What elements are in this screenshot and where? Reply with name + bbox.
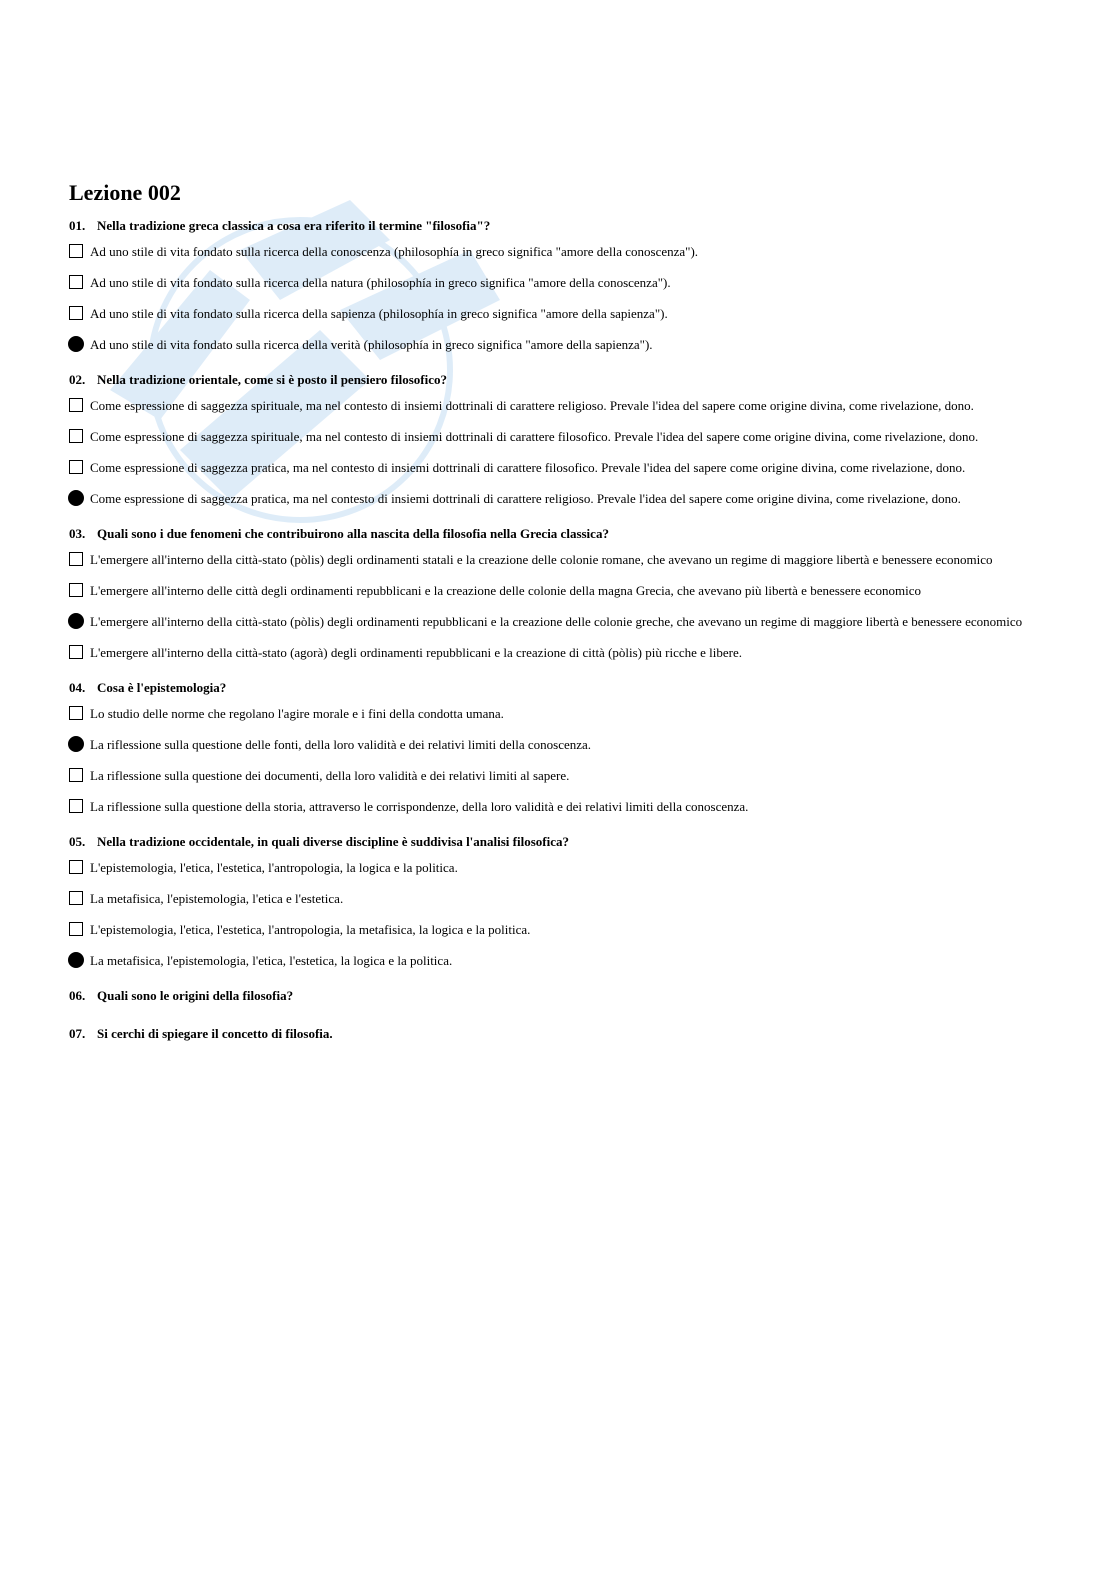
question-5 xyxy=(69,833,1059,971)
answer-option-text: L'emergere all'interno della città-stato (pòlis) degli ordinamenti repubblicani e la creazione delle colonie greche, che avevano un regime di maggiore libertà e benessere economico xyxy=(90,614,1023,629)
question-text: Nella tradizione occidentale, in quali diverse discipline è suddivisa l'analisi filosofica? xyxy=(97,834,569,849)
question-heading xyxy=(69,371,1059,389)
answer-option-text: L'emergere all'interno della città-stato (agorà) degli ordinamenti repubblicani e la creazione di città (pòlis) più ricche e libere. xyxy=(90,645,742,660)
question-number: 06. xyxy=(69,988,86,1003)
question-heading xyxy=(69,679,1059,697)
checkbox-icon[interactable] xyxy=(69,891,83,905)
answer-option-text: Ad uno stile di vita fondato sulla ricerca della conoscenza (philosophía in greco significa "amore della conoscenza"). xyxy=(90,244,699,259)
answer-option-text: La riflessione sulla questione dei documenti, della loro validità e dei relativi limiti al sapere. xyxy=(90,768,570,783)
checkbox-icon[interactable] xyxy=(69,583,83,597)
answer-option[interactable] xyxy=(69,799,1059,817)
answer-option[interactable] xyxy=(69,583,1059,601)
question-text: Si cerchi di spiegare il concetto di filosofia. xyxy=(97,1026,333,1041)
question-number: 07. xyxy=(69,1026,86,1041)
checkbox-icon[interactable] xyxy=(69,460,83,474)
question-number: 05. xyxy=(69,834,86,849)
answer-option[interactable] xyxy=(69,491,1059,509)
question-7 xyxy=(69,1025,1059,1043)
document-page xyxy=(69,178,1059,1063)
question-text: Quali sono le origini della filosofia? xyxy=(97,988,294,1003)
question-heading xyxy=(69,987,1059,1005)
question-heading xyxy=(69,1025,1059,1043)
answer-option[interactable] xyxy=(69,614,1059,632)
question-text: Nella tradizione greca classica a cosa era riferito il termine "filosofia"? xyxy=(97,218,491,233)
answer-option-text: La riflessione sulla questione della storia, attraverso le corrispondenze, della loro validità e dei relativi limiti della conoscenza. xyxy=(90,799,749,814)
checked-checkbox-icon[interactable] xyxy=(68,336,84,352)
question-6 xyxy=(69,987,1059,1005)
checkbox-icon[interactable] xyxy=(69,645,83,659)
answer-option[interactable] xyxy=(69,953,1059,971)
answer-option-text: Ad uno stile di vita fondato sulla ricerca della natura (philosophía in greco significa "amore della conoscenza"). xyxy=(90,275,671,290)
answer-option-text: Lo studio delle norme che regolano l'agire morale e i fini della condotta umana. xyxy=(90,706,504,721)
answer-option-text: La metafisica, l'epistemologia, l'etica, l'estetica, la logica e la politica. xyxy=(90,953,453,968)
answer-option[interactable] xyxy=(69,768,1059,786)
answer-option[interactable] xyxy=(69,706,1059,724)
question-text: Cosa è l'epistemologia? xyxy=(97,680,227,695)
question-heading xyxy=(69,833,1059,851)
answer-option-text: Come espressione di saggezza spirituale, ma nel contesto di insiemi dottrinali di carattere religioso. Prevale l'idea del sapere come origine divina, come rivelazione, dono. xyxy=(90,398,974,413)
questions-list xyxy=(69,217,1059,1043)
question-3 xyxy=(69,525,1059,663)
lesson-title: Lezione 002 xyxy=(69,180,181,205)
question-number: 04. xyxy=(69,680,86,695)
answer-option[interactable] xyxy=(69,398,1059,416)
answer-option-text: Ad uno stile di vita fondato sulla ricerca della sapienza (philosophía in greco significa "amore della sapienza"). xyxy=(90,306,668,321)
checkbox-icon[interactable] xyxy=(69,860,83,874)
checkbox-icon[interactable] xyxy=(69,768,83,782)
answer-option-text: L'epistemologia, l'etica, l'estetica, l'antropologia, la metafisica, la logica e la politica. xyxy=(90,922,531,937)
checked-checkbox-icon[interactable] xyxy=(68,736,84,752)
question-number: 03. xyxy=(69,526,86,541)
answer-option[interactable] xyxy=(69,922,1059,940)
checkbox-icon[interactable] xyxy=(69,275,83,289)
checkbox-icon[interactable] xyxy=(69,922,83,936)
answer-option[interactable] xyxy=(69,460,1059,478)
question-heading xyxy=(69,217,1059,235)
question-number: 02. xyxy=(69,372,86,387)
question-number: 01. xyxy=(69,218,86,233)
question-4 xyxy=(69,679,1059,817)
answer-option[interactable] xyxy=(69,306,1059,324)
answer-option-text: Ad uno stile di vita fondato sulla ricerca della verità (philosophía in greco significa "amore della sapienza"). xyxy=(90,337,653,352)
checkbox-icon[interactable] xyxy=(69,429,83,443)
answer-option[interactable] xyxy=(69,275,1059,293)
checkbox-icon[interactable] xyxy=(69,306,83,320)
answer-option-text: Come espressione di saggezza pratica, ma nel contesto di insiemi dottrinali di carattere religioso. Prevale l'idea del sapere come origine divina, come rivelazione, dono. xyxy=(90,491,961,506)
checked-checkbox-icon[interactable] xyxy=(68,490,84,506)
question-2 xyxy=(69,371,1059,509)
checkbox-icon[interactable] xyxy=(69,552,83,566)
answer-option[interactable] xyxy=(69,737,1059,755)
answer-option[interactable] xyxy=(69,860,1059,878)
checkbox-icon[interactable] xyxy=(69,398,83,412)
answer-option-text: La riflessione sulla questione delle fonti, della loro validità e dei relativi limiti della conoscenza. xyxy=(90,737,592,752)
answer-option[interactable] xyxy=(69,891,1059,909)
answer-option-text: L'emergere all'interno delle città degli ordinamenti repubblicani e la creazione delle colonie della magna Grecia, che avevano più libertà e benessere economico xyxy=(90,583,922,598)
answer-option[interactable] xyxy=(69,645,1059,663)
answer-option[interactable] xyxy=(69,337,1059,355)
answer-option-text: L'emergere all'interno della città-stato (pòlis) degli ordinamenti statali e la creazione delle colonie romane, che avevano un regime di maggiore libertà e benessere economico xyxy=(90,552,993,567)
answer-option-text: La metafisica, l'epistemologia, l'etica e l'estetica. xyxy=(90,891,344,906)
answer-option[interactable] xyxy=(69,552,1059,570)
checked-checkbox-icon[interactable] xyxy=(68,613,84,629)
question-text: Quali sono i due fenomeni che contribuirono alla nascita della filosofia nella Grecia classica? xyxy=(97,526,609,541)
answer-option[interactable] xyxy=(69,429,1059,447)
checkbox-icon[interactable] xyxy=(69,706,83,720)
question-heading xyxy=(69,525,1059,543)
answer-option-text: Come espressione di saggezza spirituale, ma nel contesto di insiemi dottrinali di carattere filosofico. Prevale l'idea del sapere come origine divina, come rivelazione, dono. xyxy=(90,429,979,444)
checkbox-icon[interactable] xyxy=(69,799,83,813)
answer-option-text: Come espressione di saggezza pratica, ma nel contesto di insiemi dottrinali di carattere filosofico. Prevale l'idea del sapere come origine divina, come rivelazione, dono. xyxy=(90,460,966,475)
question-text: Nella tradizione orientale, come si è posto il pensiero filosofico? xyxy=(97,372,447,387)
answer-option-text: L'epistemologia, l'etica, l'estetica, l'antropologia, la logica e la politica. xyxy=(90,860,458,875)
question-1 xyxy=(69,217,1059,355)
answer-option[interactable] xyxy=(69,244,1059,262)
checkbox-icon[interactable] xyxy=(69,244,83,258)
checked-checkbox-icon[interactable] xyxy=(68,952,84,968)
